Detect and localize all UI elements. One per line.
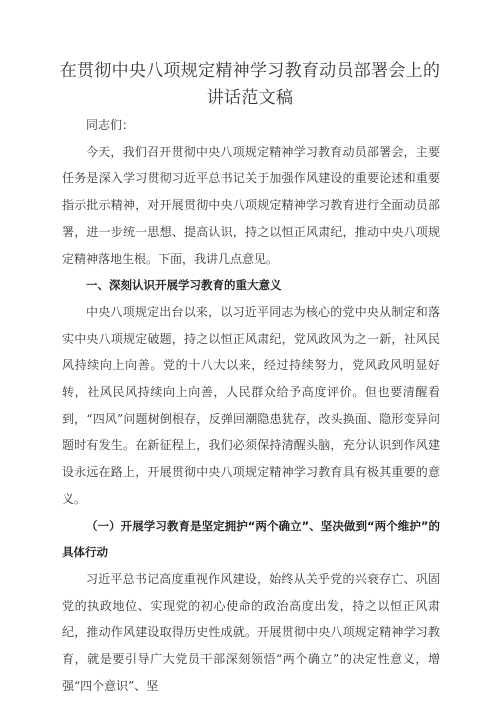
- subsection-1-paragraph: 习近平总书记高度重视作风建设，始终从关乎党的兴衰存亡、巩固党的执政地位、实现党的初心使命的政治高度出发，持之以恒正风肃纪，推动作风建设取得历史性成就。开展贯彻中央八项规定精神学习教育，就是要引导广大党员干部深刻领悟“两个确立”的决定性意义，增强“四个意识”、坚: [62, 571, 440, 693]
- title-line-2: 讲话范文稿: [206, 88, 294, 108]
- title-line-1: 在贯彻中央八项规定精神学习教育动员部署会上的: [59, 61, 441, 81]
- section-1-paragraph: 中央八项规定出台以来，以习近平同志为核心的党中央从制定和落实中央八项规定破题，持之以恒正风肃纪，党风政风为之一新，社风民风持续向上向善。党的十八大以来，经过持续努力，党风政风明显好转，社风民风持续向上向善，人民群众给予高度评价。但也要清醒看到，“四风”问题树倒根存，反弹回潮隐患犹存，改头换面、隐形变异问题时有发生。在新征程上，我们必须保持清醒头脑，充分认识到作风建设永远在路上，开展贯彻中央八项规定精神学习教育具有极其重要的意义。: [62, 304, 440, 506]
- document-body: [62, 112, 440, 699]
- salutation: 同志们：: [86, 118, 135, 132]
- intro-paragraph: 今天，我们召开贯彻中央八项规定精神学习教育动员部署会，主要任务是深入学习贯彻习近平总书记关于加强作风建设的重要论述和重要指示批示精神，对开展贯彻中央八项规定精神学习教育进行全面动员部署，进一步统一思想、提高认识，持之以恒正风肃纪，推动中央八项规定精神落地生根。下面，我讲几点意见。: [62, 144, 440, 266]
- document-title: [40, 58, 460, 112]
- subsection-heading-1: （一）开展学习教育是坚定拥护“两个确立”、坚决做到“两个维护”的具体行动: [62, 518, 440, 560]
- section-heading-1: 一、深刻认识开展学习教育的重大意义: [86, 278, 282, 293]
